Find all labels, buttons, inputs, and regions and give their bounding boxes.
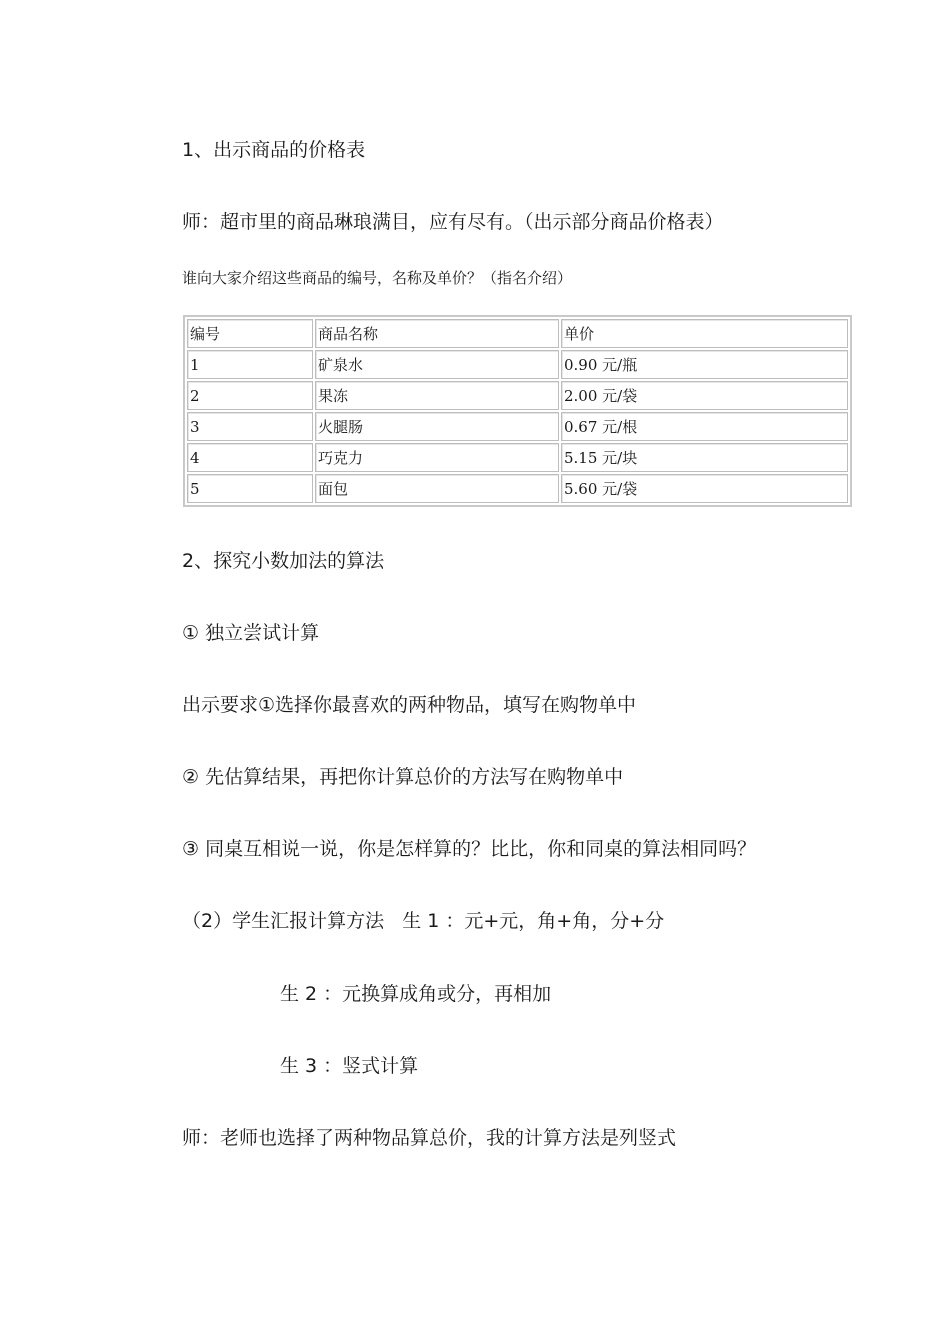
section-heading-2: 2、探究小数加法的算法 (182, 550, 385, 572)
table-header-cell: 编号 (187, 319, 313, 348)
table-cell: 巧克力 (315, 443, 559, 472)
paragraph-requirement-2: ② 先估算结果，再把你计算总价的方法写在购物单中 (182, 766, 624, 788)
paragraph-question: 谁向大家介绍这些商品的编号，名称及单价？（指名介绍） (182, 269, 573, 287)
table-cell: 1 (187, 350, 313, 379)
table-cell: 火腿肠 (315, 412, 559, 441)
paragraph-student-2: 生 2 ：元换算成角或分，再相加 (280, 983, 552, 1005)
table-row (187, 474, 848, 503)
table-cell: 面包 (315, 474, 559, 503)
paragraph-requirement-3: ③ 同桌互相说一说，你是怎样算的？比比，你和同桌的算法相同吗？ (182, 838, 757, 860)
table-cell: 5.60 元/袋 (561, 474, 848, 503)
table-cell: 5 (187, 474, 313, 503)
table-cell: 0.67 元/根 (561, 412, 848, 441)
table-cell: 4 (187, 443, 313, 472)
paragraph-student-report: （2）学生汇报计算方法 生 1 ：元+元，角+角，分+分 (182, 910, 665, 932)
table-cell: 2 (187, 381, 313, 410)
table-cell: 0.90 元/瓶 (561, 350, 848, 379)
paragraph-student-3: 生 3 ：竖式计算 (280, 1055, 419, 1077)
paragraph-step-1: ① 独立尝试计算 (182, 622, 320, 644)
paragraph-requirement-1: 出示要求①选择你最喜欢的两种物品，填写在购物单中 (182, 694, 637, 716)
table-cell: 5.15 元/块 (561, 443, 848, 472)
paragraph-teacher-intro: 师：超市里的商品琳琅满目，应有尽有。（出示部分商品价格表） (182, 211, 724, 233)
table-row (187, 412, 848, 441)
price-table (183, 315, 852, 507)
section-heading-1: 1、出示商品的价格表 (182, 139, 366, 161)
table-cell: 2.00 元/袋 (561, 381, 848, 410)
table-cell: 矿泉水 (315, 350, 559, 379)
table-header-row (187, 319, 848, 348)
table-cell: 3 (187, 412, 313, 441)
table-header-cell: 单价 (561, 319, 848, 348)
paragraph-teacher-method: 师：老师也选择了两种物品算总价，我的计算方法是列竖式 (182, 1127, 677, 1149)
table-header-cell: 商品名称 (315, 319, 559, 348)
table-row (187, 443, 848, 472)
table-cell: 果冻 (315, 381, 559, 410)
table-row (187, 350, 848, 379)
table-row (187, 381, 848, 410)
